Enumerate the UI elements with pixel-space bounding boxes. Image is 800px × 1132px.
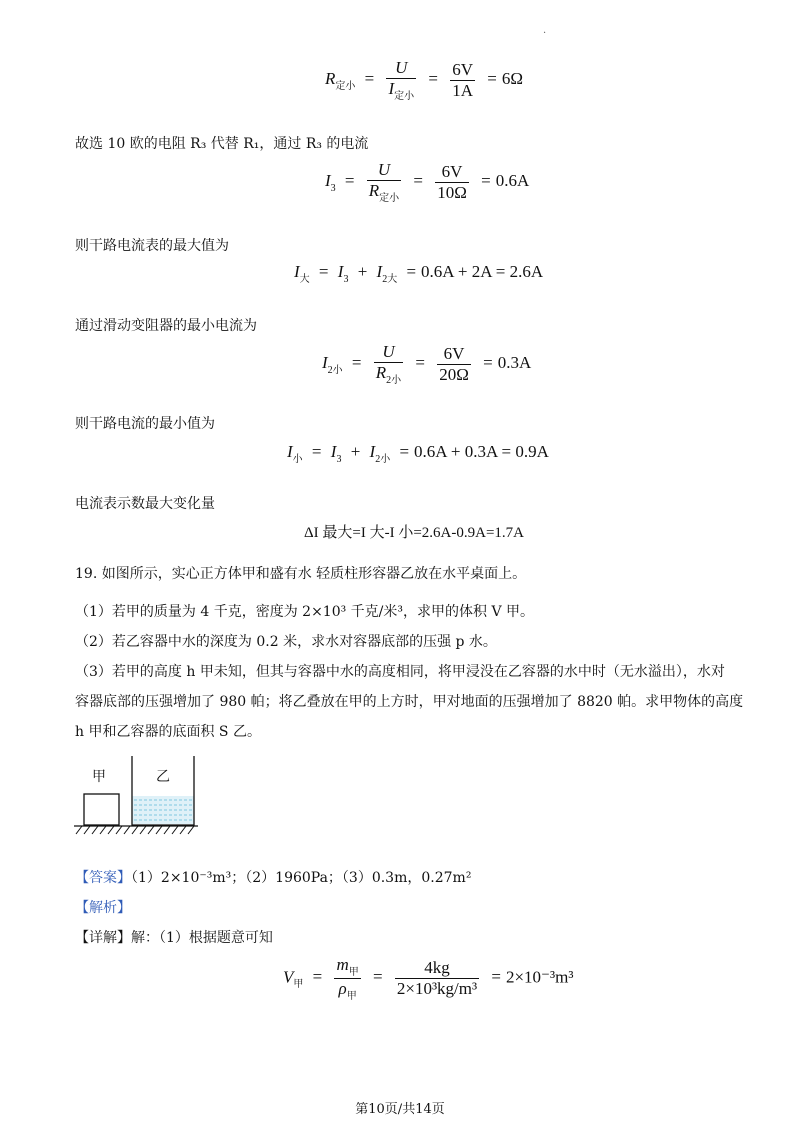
page-footer: 第10页/共14页 xyxy=(355,1102,445,1117)
equation-delta-i: ΔI 最大=I 大-I 小=2.6A-0.9A=1.7A xyxy=(304,525,524,541)
eq2-den: R xyxy=(368,181,380,200)
eq5-rhs: 0.6A + 0.3A = 0.9A xyxy=(414,442,549,461)
eq2-frac2 xyxy=(435,162,469,203)
eq2-lhs-sub: 3 xyxy=(330,182,336,194)
text-min-slider-current: 通过滑动变阻器的最小电流为 xyxy=(75,318,257,334)
figure-cube-and-container xyxy=(72,752,202,838)
eq1-rhs: 6Ω xyxy=(501,68,524,88)
eq4-frac2 xyxy=(437,344,471,385)
question-19-part-2: （2）若乙容器中水的深度为 0.2 米，求水对容器底部的压强 p 水。 xyxy=(75,634,497,650)
eq1-den2: 1A xyxy=(452,80,474,100)
eq3-t2-sub: 2大 xyxy=(382,274,398,285)
eq1-den-sub: 定小 xyxy=(394,91,415,102)
eq5-lhs: I xyxy=(287,442,293,461)
eq7-num: m xyxy=(336,955,349,974)
equation-i-max: $I_大 = I_3 + I_{2大} = 0.6A + 2A = 2.6A$ xyxy=(294,262,544,285)
eq3-t1: I xyxy=(337,262,344,281)
eq4-lhs: I xyxy=(322,352,328,372)
eq4-den2: 20Ω xyxy=(439,364,469,384)
eq5-t2-sub: 2小 xyxy=(375,454,391,465)
eq7-den-sub: 甲 xyxy=(346,991,357,1002)
eq4-frac1 xyxy=(374,342,403,386)
eq2-lhs: I xyxy=(325,170,331,190)
eq7-den: ρ xyxy=(338,979,347,998)
eq1-frac2 xyxy=(450,60,475,101)
eq4-den: R xyxy=(375,363,387,382)
eq4-rhs: 0.3A xyxy=(497,352,532,372)
text-max-current: 则干路电流表的最大值为 xyxy=(75,238,229,254)
question-19-part-3-line-3: h 甲和乙容器的底面积 S 乙。 xyxy=(75,724,261,740)
eq1-den: I xyxy=(388,79,395,98)
equation-v-jia: $V_甲$ = $\frac{m_甲}{\rho_甲}$ = $\frac{4kg}{\text{2×10³kg/m³}}$ = 2×10⁻³m³ xyxy=(283,955,574,1002)
eq3-rhs: 0.6A + 2A = 2.6A xyxy=(421,262,544,281)
top-mark: · xyxy=(543,28,547,39)
eq2-den-sub: 定小 xyxy=(379,193,400,204)
label-yi: 乙 xyxy=(156,769,170,785)
eq3-lhs-sub: 大 xyxy=(299,274,310,285)
eq5-t1: I xyxy=(330,442,337,461)
eq2-den2: 10Ω xyxy=(437,182,467,202)
eq2-num2: 6V xyxy=(435,162,469,183)
answer-line xyxy=(75,868,471,888)
question-19-part-3-line-2: 容器底部的压强增加了 980 帕；将乙叠放在甲的上方时，甲对地面的压强增加了 8820 帕。求甲物体的高度 xyxy=(75,694,744,710)
eq4-num2: 6V xyxy=(437,344,471,365)
figure-svg xyxy=(72,752,202,838)
eq1-lhs-sub: 定小 xyxy=(335,80,356,92)
detail-tag: 【详解】 xyxy=(75,930,131,946)
eq7-lhs: V xyxy=(283,967,294,987)
eq1-num: U xyxy=(395,58,408,77)
equation-i2-min: $I_{2小}$ = $\frac{U}{R_{2小}}$ = $\frac{6V}{20\Omega}$ = 0.3A xyxy=(322,342,532,386)
ground-hatch xyxy=(76,826,194,834)
eq5-lhs-sub: 小 xyxy=(292,454,303,465)
eq3-t1-sub: 3 xyxy=(343,274,349,285)
eq3-lhs: I xyxy=(294,262,300,281)
equation-i3: $I_3$ = $\frac{U}{R_{定小}}$ = $\frac{6V}{10\Omega}$ = 0.6A xyxy=(325,160,530,204)
answer-tag: 【答案】 xyxy=(75,870,131,886)
eq1-lhs: R xyxy=(325,68,336,88)
text-min-total-current: 则干路电流的最小值为 xyxy=(75,416,215,432)
eq4-num: U xyxy=(382,342,395,361)
detail-line xyxy=(75,928,273,948)
label-jia: 甲 xyxy=(92,769,106,785)
cube-jia xyxy=(84,794,119,825)
text-max-change: 电流表示数最大变化量 xyxy=(75,496,215,512)
eq7-rhs: 2×10⁻³m³ xyxy=(505,967,574,987)
eq2-rhs: 0.6A xyxy=(495,170,530,190)
eq2-num: U xyxy=(377,160,391,179)
equation-i-min: $I_小 = I_3 + I_{2小} = 0.6A + 0.3A = 0.9A$ xyxy=(287,442,549,465)
eq5-t2: I xyxy=(369,442,376,461)
eq3-t2: I xyxy=(376,262,383,281)
equation-r-min: $R_{定小}$ = $\frac{U}{I_{定小}}$ = $\frac{6V}{1A}$ = 6Ω xyxy=(325,58,524,102)
eq7-lhs-sub: 甲 xyxy=(293,979,304,991)
analysis-tag: 【解析】 xyxy=(75,900,131,916)
eq7-num-sub: 甲 xyxy=(348,967,359,978)
eq7-frac1 xyxy=(334,955,360,1002)
answer-text: （1）2×10⁻³m³；（2）1960Pa；（3）0.3m，0.27m² xyxy=(131,870,472,886)
eq4-lhs-sub: 2小 xyxy=(327,364,343,376)
eq1-frac1 xyxy=(386,58,416,102)
eq7-den2: 2×10³kg/m³ xyxy=(396,979,478,998)
text-select-r3: 故选 10 欧的电阻 R₃ 代替 R₁，通过 R₃ 的电流 xyxy=(75,136,369,152)
eq7-frac2 xyxy=(395,958,479,999)
eq2-frac1 xyxy=(367,160,401,204)
detail-text: 解：（1）根据题意可知 xyxy=(131,930,273,946)
eq7-num2: 4kg xyxy=(395,958,479,979)
question-19-part-3-line-1: （3）若甲的高度 h 甲未知，但其与容器中水的高度相同，将甲浸没在乙容器的水中时（无水溢出），水对 xyxy=(75,664,725,680)
eq1-num2: 6V xyxy=(452,59,474,79)
question-19-stem: 19. 如图所示，实心正方体甲和盛有水 轻质柱形容器乙放在水平桌面上。 xyxy=(75,566,527,582)
question-19-part-1: （1）若甲的质量为 4 千克，密度为 2×10³ 千克/米³，求甲的体积 V 甲。 xyxy=(75,604,535,620)
eq5-t1-sub: 3 xyxy=(336,454,342,465)
eq4-den-sub: 2小 xyxy=(386,375,402,386)
